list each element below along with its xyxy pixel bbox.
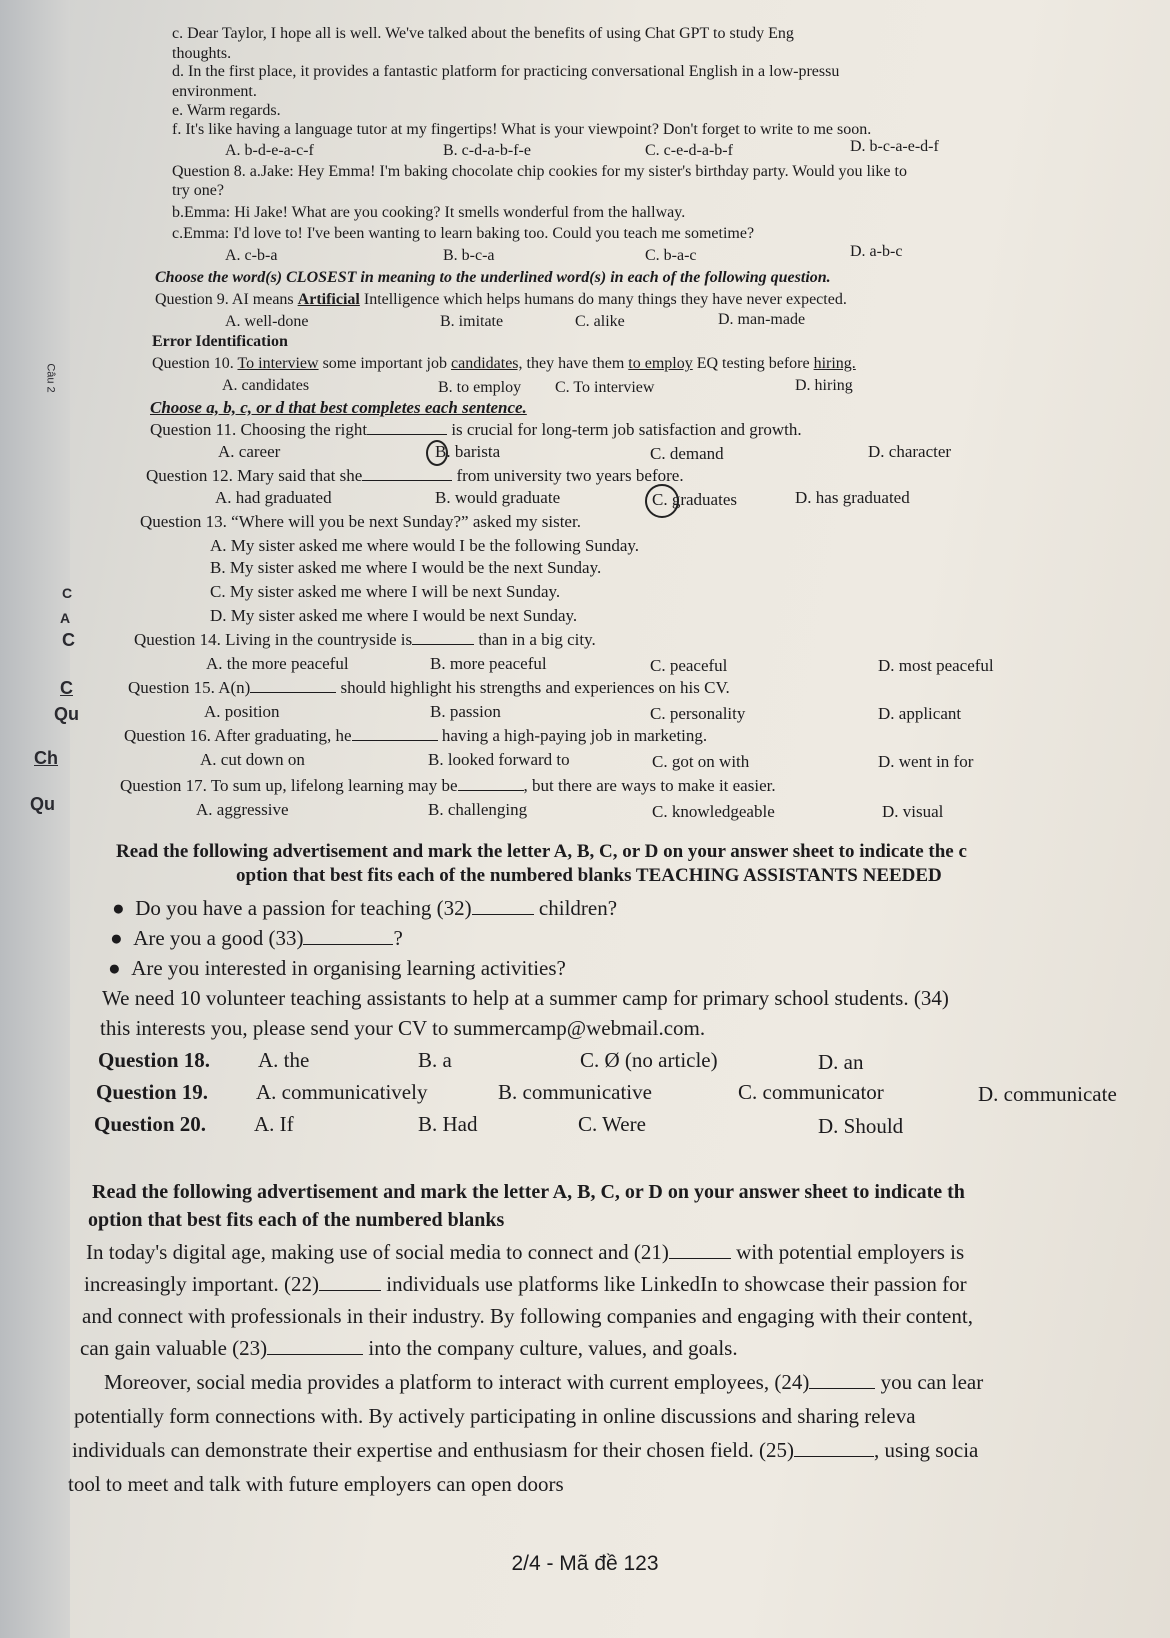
q14-option-c[interactable]: C. peaceful	[650, 656, 728, 675]
q9-option-d[interactable]: D. man-made	[718, 311, 806, 328]
ad2-line-4: can gain valuable (23) into the company culture, values, and goals.	[80, 1336, 738, 1360]
q18-option-b[interactable]: B. a	[418, 1048, 452, 1072]
q16-option-d[interactable]: D. went in for	[878, 752, 974, 771]
blank-33[interactable]	[303, 930, 393, 945]
q7-item-d: d. In the first place, it provides a fantastic platform for practicing conversational English in a low-pressu	[172, 63, 840, 80]
q7-option-c[interactable]: C. c-e-d-a-b-f	[645, 142, 733, 159]
q11-option-a[interactable]: A. career	[218, 442, 281, 461]
ad1-instruction-cont: option that best fits each of the numbered blanks TEACHING ASSISTANTS NEEDED	[236, 865, 942, 886]
q9-option-c[interactable]: C. alike	[575, 313, 625, 330]
q11-option-b[interactable]: B. barista	[435, 442, 501, 461]
q13-option-b[interactable]: B. My sister asked me where I would be the next Sunday.	[210, 558, 602, 577]
q9-stem: Question 9. AI means Artificial Intelligence which helps humans do many things they have never expected.	[155, 291, 847, 308]
ad2-line-6: potentially form connections with. By actively participating in online discussions and sharing releva	[74, 1404, 916, 1428]
q17-option-d[interactable]: D. visual	[882, 802, 944, 821]
q19-option-c[interactable]: C. communicator	[738, 1080, 884, 1104]
margin-note: A	[60, 610, 71, 626]
margin-note: C	[62, 630, 75, 650]
q17-option-c[interactable]: C. knowledgeable	[652, 802, 775, 821]
margin-note: C	[62, 585, 73, 601]
q14-stem: Question 14. Living in the countryside is than in a big city.	[134, 630, 596, 649]
q12-blank[interactable]	[362, 466, 452, 481]
q8-option-b[interactable]: B. b-c-a	[443, 247, 495, 264]
q9-option-b[interactable]: B. imitate	[440, 313, 504, 330]
q20-option-d[interactable]: D. Should	[818, 1114, 904, 1138]
q15-option-a[interactable]: A. position	[204, 702, 280, 721]
q13-stem: Question 13. “Where will you be next Sunday?” asked my sister.	[140, 512, 581, 531]
q17-option-a[interactable]: A. aggressive	[196, 800, 289, 819]
blank-23[interactable]	[267, 1340, 363, 1355]
q14-option-d[interactable]: D. most peaceful	[878, 656, 994, 675]
q18-option-c[interactable]: C. Ø (no article)	[580, 1048, 718, 1072]
q14-option-b[interactable]: B. more peaceful	[430, 654, 547, 673]
q8-option-d[interactable]: D. a-b-c	[850, 243, 903, 260]
q20-label: Question 20.	[94, 1112, 207, 1136]
q8-option-c[interactable]: C. b-a-c	[645, 247, 697, 264]
q16-option-a[interactable]: A. cut down on	[200, 750, 305, 769]
error-section-heading: Error Identification	[152, 333, 288, 350]
q20-option-a[interactable]: A. If	[254, 1112, 294, 1136]
ad1-paragraph-line-1: We need 10 volunteer teaching assistants to help at a summer camp for primary school students. (34)	[102, 986, 949, 1010]
q20-option-c[interactable]: C. Were	[578, 1112, 646, 1136]
ad1-instruction: Read the following advertisement and mark the letter A, B, C, or D on your answer sheet to indicate the c	[116, 841, 967, 862]
q7-option-d[interactable]: D. b-c-a-e-d-f	[850, 138, 939, 155]
ad2-line-7: individuals can demonstrate their expertise and enthusiasm for their chosen field. (25) , using socia	[72, 1438, 979, 1462]
ad2-line-1: In today's digital age, making use of social media to connect and (21) with potential employers is	[86, 1240, 965, 1264]
q19-option-d[interactable]: D. communicate	[978, 1082, 1117, 1106]
q10-option-b[interactable]: B. to employ	[438, 379, 522, 396]
margin-note: Qu	[30, 794, 55, 814]
q8-item-a: Question 8. a.Jake: Hey Emma! I'm baking chocolate chip cookies for my sister's birthday party. Would you like to	[172, 163, 907, 180]
q12-stem: Question 12. Mary said that she from university two years before.	[146, 466, 684, 485]
q15-option-d[interactable]: D. applicant	[878, 704, 962, 723]
q8-item-a-cont: try one?	[172, 182, 224, 199]
q7-item-f: f. It's like having a language tutor at my fingertips! What is your viewpoint? Don't forget to write to me soon.	[172, 121, 872, 138]
q11-option-c[interactable]: C. demand	[650, 444, 724, 463]
q9-option-a[interactable]: A. well-done	[225, 313, 309, 330]
synonym-section-heading: Choose the word(s) CLOSEST in meaning to the underlined word(s) in each of the following question.	[155, 269, 831, 286]
q12-option-d[interactable]: D. has graduated	[795, 488, 910, 507]
q16-stem: Question 16. After graduating, he having a high-paying job in marketing.	[124, 726, 708, 745]
q8-option-a[interactable]: A. c-b-a	[225, 247, 278, 264]
q16-option-b[interactable]: B. looked forward to	[428, 750, 570, 769]
q10-option-c[interactable]: C. To interview	[555, 379, 655, 396]
q10-option-d[interactable]: D. hiring	[795, 377, 853, 394]
complete-section-heading: Choose a, b, c, or d that best completes each sentence.	[150, 398, 527, 417]
q17-option-b[interactable]: B. challenging	[428, 800, 528, 819]
q14-blank[interactable]	[412, 630, 474, 645]
ad2-line-2: increasingly important. (22) individuals use platforms like LinkedIn to showcase their passion for	[84, 1272, 967, 1296]
q7-option-a[interactable]: A. b-d-e-a-c-f	[225, 142, 314, 159]
ad1-bullet-2: ● Are you a good (33) ?	[110, 926, 403, 950]
q12-option-b[interactable]: B. would graduate	[435, 488, 561, 507]
q15-option-b[interactable]: B. passion	[430, 702, 501, 721]
q20-option-b[interactable]: B. Had	[418, 1112, 478, 1136]
blank-21[interactable]	[669, 1244, 731, 1259]
q12-option-c[interactable]: C. graduates	[652, 490, 737, 509]
blank-25[interactable]	[794, 1442, 874, 1457]
answer-circle-mark	[645, 484, 679, 518]
ad2-line-5: Moreover, social media provides a platform to interact with current employees, (24) you can lear	[104, 1370, 984, 1394]
q17-stem: Question 17. To sum up, lifelong learning may be , but there are ways to make it easier.	[120, 776, 776, 795]
q16-blank[interactable]	[352, 726, 438, 741]
q10-stem: Question 10. To interview some important job candidates, they have them to employ EQ testing before hiring.	[152, 355, 856, 372]
q15-stem: Question 15. A(n) should highlight his strengths and experiences on his CV.	[128, 678, 730, 697]
q11-option-d[interactable]: D. character	[868, 442, 952, 461]
q15-blank[interactable]	[250, 678, 336, 693]
q17-blank[interactable]	[458, 776, 524, 791]
ad1-bullet-1: ● Do you have a passion for teaching (32) children?	[112, 896, 618, 920]
q18-option-d[interactable]: D. an	[818, 1050, 864, 1074]
q15-option-c[interactable]: C. personality	[650, 704, 746, 723]
q7-item-e: e. Warm regards.	[172, 102, 281, 119]
q7-item-c-cont: thoughts.	[172, 45, 232, 62]
q13-option-d[interactable]: D. My sister asked me where I would be next Sunday.	[210, 606, 578, 625]
ad1-paragraph-line-2: this interests you, please send your CV to summercamp@webmail.com.	[100, 1016, 706, 1040]
ad2-instruction: Read the following advertisement and mark the letter A, B, C, or D on your answer sheet to indicate th	[92, 1181, 965, 1203]
blank-22[interactable]	[319, 1276, 381, 1291]
ad2-instruction-cont: option that best fits each of the numbered blanks	[88, 1209, 505, 1231]
q13-option-c[interactable]: C. My sister asked me where I will be next Sunday.	[210, 582, 561, 601]
answer-circle-mark	[426, 440, 448, 466]
q7-item-d-cont: environment.	[172, 83, 257, 100]
q13-option-a[interactable]: A. My sister asked me where would I be the following Sunday.	[210, 536, 640, 555]
q10-option-a[interactable]: A. candidates	[222, 377, 310, 394]
margin-note: Qu	[54, 704, 79, 724]
left-margin	[0, 0, 73, 1638]
q8-item-b: b.Emma: Hi Jake! What are you cooking? It smells wonderful from the hallway.	[172, 204, 686, 221]
q12-option-a[interactable]: A. had graduated	[215, 488, 332, 507]
ad2-line-8: tool to meet and talk with future employers can open doors	[68, 1472, 564, 1496]
q19-option-a[interactable]: A. communicatively	[256, 1080, 428, 1104]
ad2-line-3: and connect with professionals in their industry. By following companies and engaging with their content,	[82, 1304, 973, 1328]
q18-label: Question 18.	[98, 1048, 211, 1072]
q18-option-a[interactable]: A. the	[258, 1048, 310, 1072]
q11-blank[interactable]	[367, 420, 447, 435]
blank-32[interactable]	[472, 900, 534, 915]
q7-item-c: c. Dear Taylor, I hope all is well. We've talked about the benefits of using Chat GPT to study Eng	[172, 25, 794, 42]
q11-stem: Question 11. Choosing the right is crucial for long-term job satisfaction and growth.	[150, 420, 802, 439]
q14-option-a[interactable]: A. the more peaceful	[206, 654, 349, 673]
page-footer: 2/4 - Mã đề 123	[511, 1552, 659, 1575]
q19-option-b[interactable]: B. communicative	[498, 1080, 652, 1104]
margin-note: Câu 2	[44, 363, 57, 393]
blank-24[interactable]	[809, 1374, 875, 1389]
q16-option-c[interactable]: C. got on with	[652, 752, 750, 771]
q8-item-c: c.Emma: I'd love to! I've been wanting to learn baking too. Could you teach me sometime?	[172, 225, 755, 242]
q7-option-b[interactable]: B. c-d-a-b-f-e	[443, 142, 531, 159]
ad1-bullet-3: ● Are you interested in organising learning activities?	[108, 956, 566, 980]
margin-note: Ch	[34, 748, 58, 768]
q19-label: Question 19.	[96, 1080, 209, 1104]
margin-note: C	[60, 678, 73, 698]
